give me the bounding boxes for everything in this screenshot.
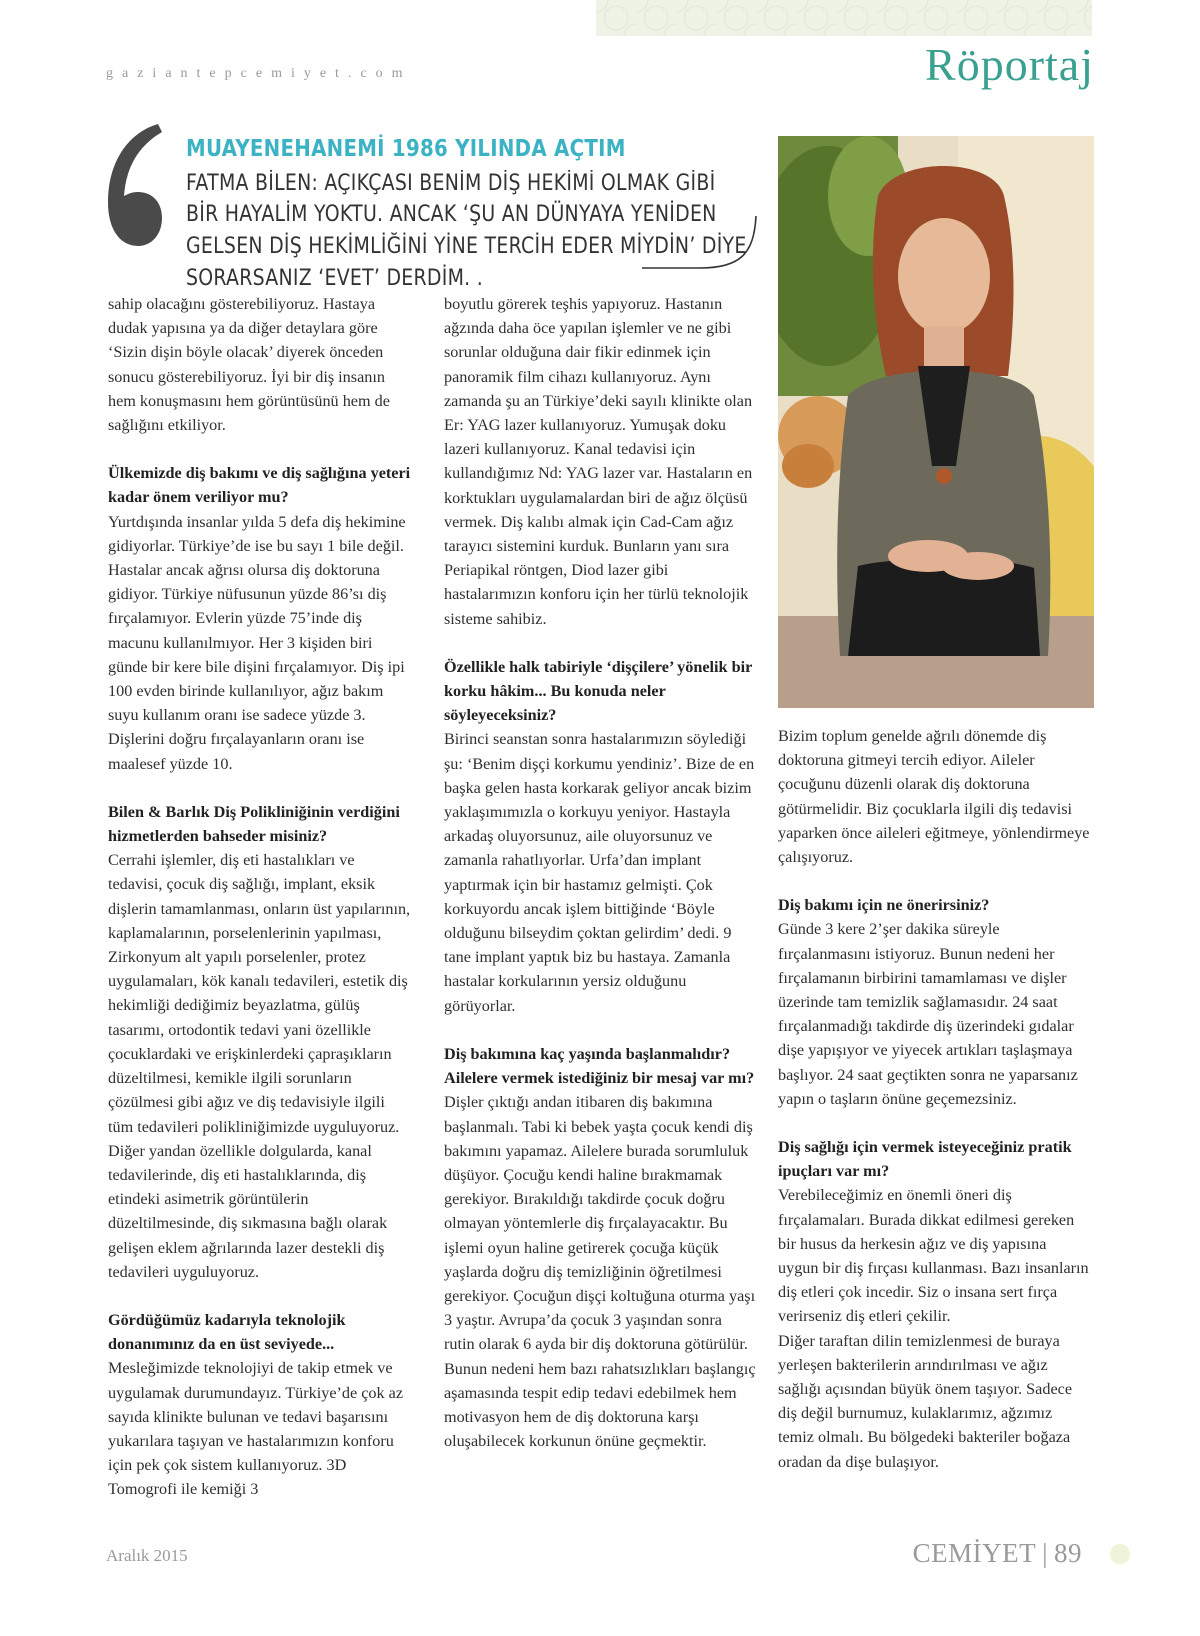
article-column-1 <box>108 292 412 1502</box>
decorative-pattern-strip <box>596 0 1092 36</box>
article-column-2 <box>444 292 756 1453</box>
paragraph: Mesleğimizde teknolojiyi de takip etmek ve uygulamak durumundayız. Türkiye’de çok az sayıda klinikte bulunan ve tedavi başarısını yukarılara taşıyan ve hastalarımızın konforu için pek çok sistem kullanıyoruz. 3D Tomogrofi ile kemiği 3 <box>108 1359 404 1499</box>
page-number: 89 <box>1054 1538 1082 1568</box>
question-heading: Gördüğümüz kadarıyla teknolojik donanımınız da en üst seviyede... <box>108 1310 346 1354</box>
footer-brand <box>913 1538 1082 1569</box>
paragraph: Bizim toplum genelde ağrılı dönemde diş doktoruna gitmeyi tercih ediyor. Aileler çocuğunu düzenli olarak diş doktoruna götürmelidir. Biz çocuklarla ilgili diş tedavisi yaparken önce aileleri eğitmeye, yönlendirmeye çalışıyoruz. <box>778 727 1090 867</box>
question-heading: Diş bakımı için ne önerirsiniz? <box>778 896 990 915</box>
paragraph: Günde 3 kere 2’şer dakika süreyle fırçalanmasını istiyoruz. Bunun nedeni her fırçalamanın birbirini tamamlaması ve dişler üzerinde tam temizlik sağlamasıdır. 24 saat fırçalanmadığı takdirde diş üzerindeki gıdalar dişe yapışıyor ve yiyecek artıkları taşlaşmaya başlıyor. 24 saat geçtikten sonra ne yaparsanız yapın o taşların önüne geçemezsiniz. <box>778 920 1078 1108</box>
intro-text: FATMA BİLEN: AÇIKÇASI BENİM DİŞ HEKİMİ OLMAK GİBİ BİR HAYALİM YOKTU. ANCAK ‘ŞU AN DÜNYAYA YENİDEN GELSEN DİŞ HEKİMLİĞİNİ YİNE TERCİH EDER MİYDİN’ DİYE SORARSANIZ ‘EVET’ DERDİM. . <box>186 170 747 292</box>
paragraph: Diğer taraftan dilin temizlenmesi de buraya yerleşen bakterilerin arındırılması ve ağız sağlığı açısından büyük önem taşıyor. Sadece diş değil burnumuz, kulaklarımız, ağzımız temiz olmalı. Bu bölgedeki bakteriler boğaza oradan da dişe bulaşıyor. <box>778 1331 1073 1471</box>
question-heading: Bilen & Barlık Diş Polikliniğinin verdiğini hizmetlerden bahseder misiniz? <box>108 802 400 846</box>
question-heading: Diş sağlığı için vermek isteyeceğiniz pratik ipuçları var mı? <box>778 1138 1072 1181</box>
site-url: gaziantepcemiyet.com <box>106 66 412 81</box>
decorative-dot <box>1110 1544 1130 1564</box>
paragraph: Yurtdışında insanlar yılda 5 defa diş hekimine gidiyorlar. Türkiye’de ise bu sayı 1 bile değil. Hastalar ancak ağrısı olursa diş doktoruna gidiyor. Türkiye nüfusunun yüzde 86’sı diş fırçalamıyor. Evlerin yüzde 75’inde diş macunu kullanılmıyor. Her 3 kişiden biri günde bir kere bile dişini fırçalamıyor. Diş ipi 100 evden birinde kullanılıyor, ağız bakım suyu kullanım oranı ise sadece yüzde 3. Dişlerini doğru fırçalayanların oranı ise maalesef yüzde 10. <box>108 512 406 773</box>
magazine-name: CEMİYET <box>912 1538 1037 1568</box>
question-heading: Ülkemizde diş bakımı ve diş sağlığına yeteri kadar önem veriliyor mu? <box>108 464 411 507</box>
paragraph: Dişler çıktığı andan itibaren diş bakımına başlanmalı. Tabi ki bebek yaşta çocuk kendi diş bakımını yapamaz. Ailelere burada sorumluluk düşüyor. Çocuğu kendi haline bırakmamak gerekiyor. Bırakıldığı takdirde çocuk doğru olmayan yöntemlerle diş fırçalayacaktır. Bu işlemi oyun haline getirerek çocuğa küçük yaşlarda doğru diş temizliğinin öğretilmesi gerekiyor. Çocuğun dişçi koltuğuna oturma yaşı 3 yaştır. Avrupa’da çocuk 3 yaşından sonra rutin olarak 6 ayda bir diş doktoruna götürülür. Bunun nedeni hem bazı rahatsızlıkları başlangıç aşamasında tespit edip tedavi edebilmek hem motivasyon hem de diş doktoruna karşı oluşabilecek korkunun önüne geçmektir. <box>444 1093 756 1451</box>
question-heading: Diş bakımına kaç yaşında başlanmalıdır? Ailelere vermek istediğiniz bir mesaj var mı? <box>444 1044 755 1088</box>
question-heading: Özellikle halk tabiriyle ‘dişçilere’ yönelik bir korku hâkim... Bu konuda neler söyleyeceksiniz? <box>444 657 752 725</box>
quote-mark-icon <box>100 120 170 250</box>
section-title: Röportaj <box>925 39 1094 90</box>
interview-photo <box>778 136 1094 708</box>
article-column-3 <box>778 724 1090 1474</box>
paragraph: boyutlu görerek teşhis yapıyoruz. Hastanın ağzında daha öce yapılan işlemler ve ne gibi sorunlar olduğuna dair fikir edinmek için panoramik film cihazı kullanıyoruz. Aynı zamanda şu an Türkiye’deki sayılı klinikte olan Er: YAG lazer kullanıyoruz. Yumuşak doku lazeri kullanıyoruz. Kanal tedavisi için kullandığımız Nd: YAG lazer var. Hastaların en korktukları uygulamalardan biri de ağız ölçüsü vermek. Diş kalıbı almak için Cad-Cam ağız tarayıcı sistemini kurduk. Bunların yanı sıra Periapikal röntgen, Diod lazer gibi hastalarımızın konforu için her türlü teknolojik sisteme sahibiz. <box>444 295 753 628</box>
paragraph: Verebileceğimiz en önemli öneri diş fırçalamaları. Burada dikkat edilmesi gereken bir husus da herkesin ağız ve diş yapısına uygun bir diş fırçası kullanması. Bazı insanların diş etleri çok incedir. Siz o insana sert fırça verirseniz diş etleri çekilir. <box>778 1186 1089 1326</box>
paragraph: Diğer yandan özellikle dolgularda, kanal tedavilerinde, diş eti hastalıklarında, diş etindeki asimetrik görüntülerin düzeltilmesinde, diş sıkmasına bağlı olarak gelişen eklem ağrılarında lazer destekli diş tedavileri uyguluyoruz. <box>108 1141 388 1281</box>
paragraph: Cerrahi işlemler, diş eti hastalıkları ve tedavisi, çocuk diş sağlığı, implant, eksik dişlerin tamamlanması, onların üst yapılarının, kaplamalarının, porselenlerinin yapılması, Zirkonyum alt yapılı porselenler, protez uygulamaları, kök kanalı tedavileri, estetik diş hekimliği dediğimiz beyazlatma, gülüş tasarımı, ortodontik tedavi yani özellikle çocuklardaki ve erişkinlerdeki çapraşıkların düzeltilmesi, kemikle ilgili sorunların çözülmesi gibi ağız ve diş tedavisiyle ilgili tüm tedavileri polikliniğimizde uyguluyoruz. <box>108 851 411 1136</box>
footer-separator: | <box>1042 1538 1048 1568</box>
decorative-curve <box>640 214 760 270</box>
paragraph: Birinci seanstan sonra hastalarımızın söylediği şu: ‘Benim dişçi korkumu yendiniz’. Bize de en başka gelen hasta korkarak geliyor ancak bizim yaklaşımımızla o korkuyu yeniyor. Hastayla arkadaş oluyorsunuz, aile oluyorsunuz ve zamanla rahatlıyorlar. Urfa’dan implant yaptırmak için bir hastamız gelmişti. Çok korkuyordu ancak işlem bittiğinde ‘Böyle olduğunu bilseydim çoktan gelirdim’ dedi. 9 tane implant yaptık biz bu hastaya. Zamanla hastalar korkularının yersiz olduğunu görüyorlar. <box>444 730 755 1015</box>
paragraph: sahip olacağını gösterebiliyoruz. Hastaya dudak yapısına ya da diğer detaylara göre ‘Sizin dişin böyle olacak’ diyerek önceden sonucu gösterebiliyoruz. İyi bir diş insanın hem konuşmasını hem görüntüsünü hem de sağlığını etkiliyor. <box>108 295 390 435</box>
intro-title: MUAYENEHANEMİ 1986 YILINDA AÇTIM <box>186 136 626 162</box>
issue-date: Aralık 2015 <box>106 1546 188 1565</box>
